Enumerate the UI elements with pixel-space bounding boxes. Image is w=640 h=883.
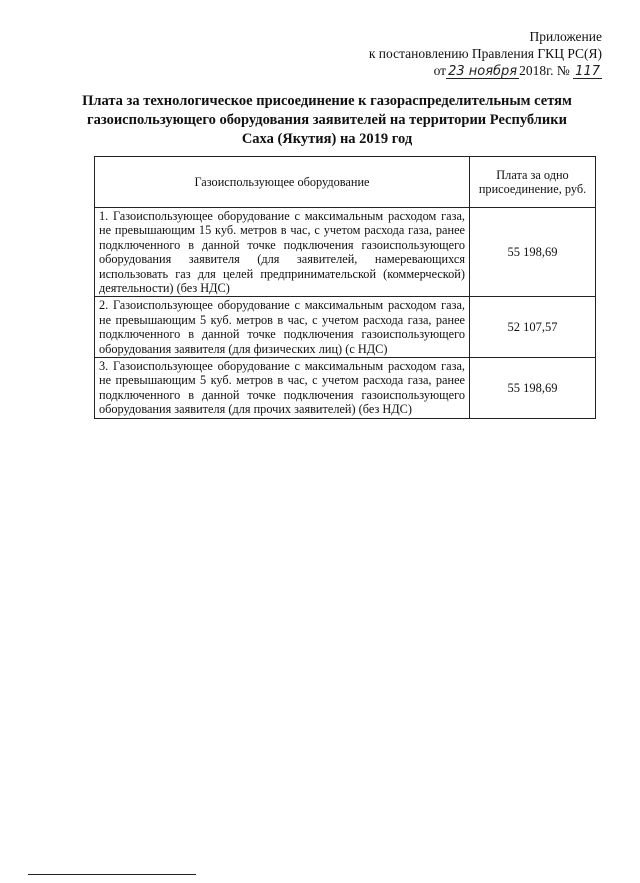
- table-row: [95, 208, 596, 297]
- appendix-label: Приложение: [529, 29, 602, 44]
- handwritten-date: 23 ноября: [448, 64, 518, 79]
- document-title: Плата за технологическое присоединение к газораспределительным сетям газоиспользующего оборудования заявителей на территории Республики Саха (Якутия) на 2019 год: [82, 93, 572, 147]
- row-fee: 55 198,69: [470, 208, 596, 297]
- appendix-header: [369, 28, 602, 79]
- row-description: 1. Газоиспользующее оборудование с максимальным расходом газа, не превышающим 15 куб. метров в час, с учетом расхода газа, ранее подключенного в данной точке подключения газоиспользующего оборудования заявителя (для заявителей, намеревающихся использовать газ для целей предпринимательской (коммерческой) деятельности) (без НДС): [95, 208, 470, 297]
- handwritten-number: 117: [575, 64, 600, 79]
- column-header-fee: Плата за одно присоединение, руб.: [470, 157, 596, 208]
- fee-table: [94, 156, 596, 419]
- year-number-label: 2018г. №: [519, 63, 570, 78]
- row-fee: 55 198,69: [470, 358, 596, 419]
- row-description: 2. Газоиспользующее оборудование с максимальным расходом газа, не превышающим 5 куб. метров в час, с учетом расхода газа, ранее подключенного в данной точке подключения газоиспользующего оборудования заявителя (для физических лиц) (с НДС): [95, 297, 470, 358]
- table-row: [95, 358, 596, 419]
- row-fee: 52 107,57: [470, 297, 596, 358]
- date-prefix: от: [433, 63, 447, 78]
- table-header-row: [95, 157, 596, 208]
- column-header-equipment: Газоиспользующее оборудование: [95, 157, 470, 208]
- resolution-reference: к постановлению Правления ГКЦ РС(Я): [368, 46, 602, 61]
- table-row: [95, 297, 596, 358]
- resolution-date-line: [369, 62, 602, 79]
- footer-divider: [28, 874, 196, 875]
- row-description: 3. Газоиспользующее оборудование с максимальным расходом газа, не превышающим 5 куб. метров в час, с учетом расхода газа, ранее подключенного в данной точке подключения газоиспользующего оборудования заявителя (для прочих заявителей) (без НДС): [95, 358, 470, 419]
